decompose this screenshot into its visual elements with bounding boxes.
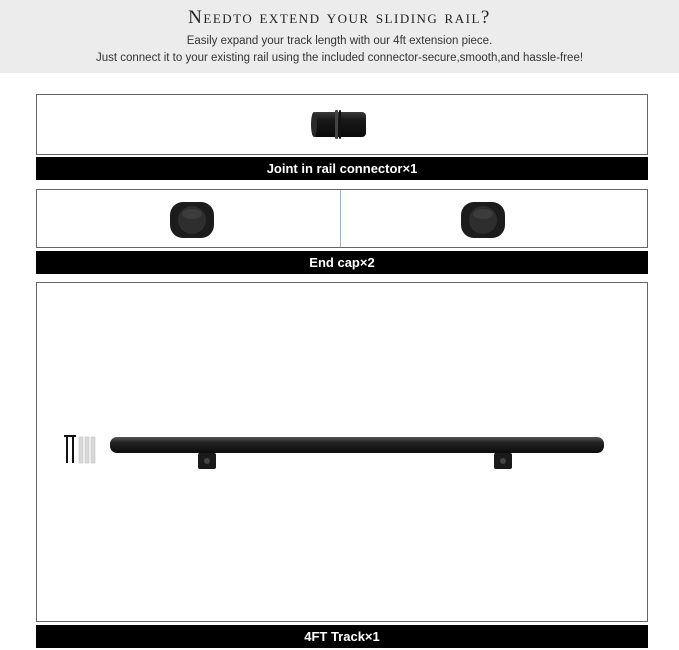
end-cap-image-right: [459, 200, 507, 240]
connector-panel: [36, 94, 648, 155]
end-cap-panel: [36, 189, 648, 248]
track-panel: [36, 282, 648, 622]
description-line-2: Just connect it to your existing rail using the included connector-secure,smooth,and hassle-free!: [95, 52, 584, 64]
end-cap-label-bar: [36, 251, 648, 274]
end-cap-label: End cap×2: [309, 255, 375, 270]
end-cap-divider: [340, 190, 341, 247]
connector-label: Joint in rail connector×1: [266, 161, 418, 176]
headline: Needto extend your sliding rail?: [188, 7, 491, 28]
screws-and-anchors-image: [59, 433, 99, 467]
connector-image: [309, 108, 369, 142]
end-cap-image-left: [168, 200, 216, 240]
description-line-1: Easily expand your track length with our 4ft extension piece.: [186, 35, 493, 47]
connector-label-bar: [36, 157, 648, 180]
track-label-bar: [36, 625, 648, 648]
track-rail-image: [110, 435, 606, 471]
track-label: 4FT Track×1: [304, 629, 380, 644]
header-banner: [0, 0, 679, 73]
